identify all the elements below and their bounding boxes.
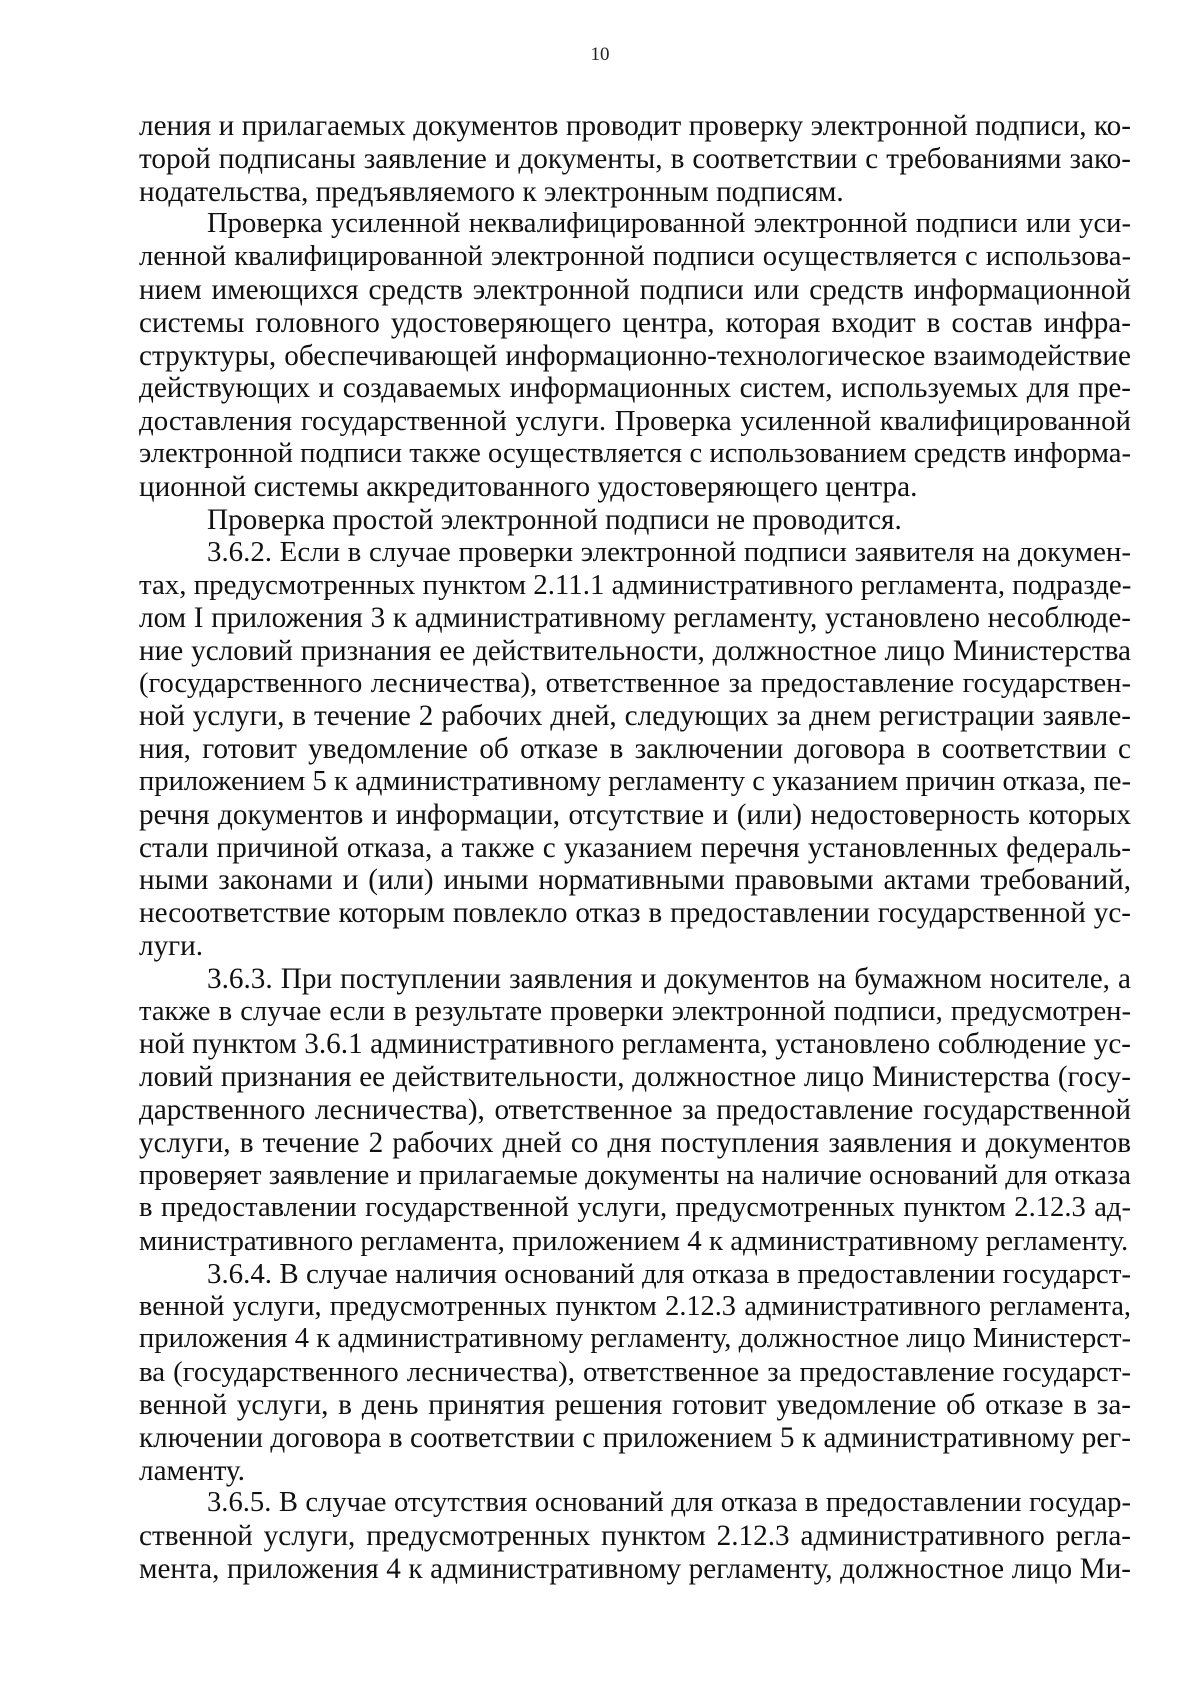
- text-line: ловий признания ее действительности, должностное лицо Министерства (госу-: [139, 1061, 1131, 1094]
- text-line: приложением 5 к административному регламенту с указанием причин отказа, пе-: [139, 765, 1131, 797]
- text-line: 3.6.5. В случае отсутствия оснований для отказа в предоставлении государ-: [207, 1487, 1131, 1519]
- text-line: речня документов и информации, отсутствие и (или) недостоверность которых: [139, 798, 1131, 831]
- text-line: ной услуги, в течение 2 рабочих дней, следующих за днем регистрации заявле-: [139, 700, 1131, 733]
- text-line: ние условий признания ее действительности, должностное лицо Министерства: [139, 634, 1131, 667]
- text-line: (государственного лесничества), ответственное за предоставление государствен-: [139, 667, 1131, 699]
- text-line: нием имеющихся средств электронной подписи или средств информационной: [139, 273, 1131, 306]
- text-line: ключении договора в соответствии с приложением 5 к административному рег-: [139, 1421, 1131, 1454]
- text-line: мента, приложения 4 к административному регламенту, должностное лицо Ми-: [139, 1553, 1131, 1586]
- text-line: несоответствие которым повлекло отказ в предоставлении государственной ус-: [139, 897, 1131, 930]
- text-line: ламенту.: [139, 1454, 245, 1487]
- text-line: венной услуги, в день принятия решения готовит уведомление об отказе в за-: [139, 1389, 1131, 1422]
- text-line: структуры, обеспечивающей информационно-технологическое взаимодействие: [139, 339, 1131, 372]
- body-text: [139, 110, 1131, 1586]
- text-line: системы головного удостоверяющего центра, которая входит в состав инфра-: [139, 306, 1131, 339]
- text-line: электронной подписи также осуществляется с использованием средств информа-: [139, 437, 1131, 469]
- text-line: Проверка усиленной неквалифицированной электронной подписи или уси-: [207, 208, 1131, 240]
- text-line: услуги, в течение 2 рабочих дней со дня поступления заявления и документов: [139, 1126, 1131, 1159]
- text-line: ной пунктом 3.6.1 административного регламента, установлено соблюдение ус-: [139, 1028, 1131, 1061]
- page-number: 10: [590, 44, 610, 65]
- text-line: министративного регламента, приложением 4 к административному регламенту.: [139, 1225, 1129, 1258]
- text-line: нодательства, предъявляемого к электронным подписям.: [139, 175, 844, 208]
- text-line: ленной квалифицированной электронной подписи осуществляется с использова-: [139, 241, 1131, 273]
- text-line: в предоставлении государственной услуги, предусмотренных пунктом 2.12.3 ад-: [139, 1192, 1131, 1224]
- text-line: доставления государственной услуги. Проверка усиленной квалифицированной: [139, 405, 1131, 438]
- text-line: ными законами и (или) иными нормативными правовыми актами требований,: [139, 864, 1131, 897]
- text-line: венной услуги, предусмотренных пунктом 2.12.3 административного регламента,: [139, 1290, 1131, 1322]
- text-line: стали причиной отказа, а также с указанием перечня установленных федераль-: [139, 831, 1131, 864]
- text-line: дарственного лесничества), ответственное за предоставление государственной: [139, 1093, 1131, 1126]
- text-line: торой подписаны заявление и документы, в соответствии с требованиями зако-: [139, 142, 1131, 175]
- text-line: ственной услуги, предусмотренных пунктом 2.12.3 административного регла-: [139, 1520, 1131, 1553]
- text-line: также в случае если в результате проверки электронной подписи, предусмотрен-: [139, 995, 1131, 1027]
- text-line: лом I приложения 3 к административному регламенту, установлено несоблюде-: [139, 601, 1131, 634]
- text-line: Проверка простой электронной подписи не проводится.: [207, 503, 902, 536]
- text-line: приложения 4 к административному регламенту, должностное лицо Министерст-: [139, 1323, 1131, 1355]
- text-line: луги.: [139, 929, 204, 962]
- text-line: 3.6.4. В случае наличия оснований для отказа в предоставлении государст-: [207, 1257, 1131, 1290]
- text-line: действующих и создаваемых информационных систем, используемых для пре-: [139, 372, 1131, 405]
- text-line: 3.6.3. При поступлении заявления и документов на бумажном носителе, а: [207, 962, 1131, 995]
- text-line: ционной системы аккредитованного удостоверяющего центра.: [139, 470, 918, 503]
- text-line: ва (государственного лесничества), ответственное за предоставление государст-: [139, 1356, 1131, 1389]
- text-line: ления и прилагаемых документов проводит проверку электронной подписи, ко-: [139, 110, 1131, 142]
- text-line: тах, предусмотренных пунктом 2.11.1 административного регламента, подразде-: [139, 569, 1132, 602]
- text-line: ния, готовит уведомление об отказе в заключении договора в соответствии с: [139, 733, 1131, 766]
- text-line: проверяет заявление и прилагаемые документы на наличие оснований для отказа: [139, 1159, 1131, 1191]
- text-line: 3.6.2. Если в случае проверки электронной подписи заявителя на докумен-: [207, 536, 1131, 569]
